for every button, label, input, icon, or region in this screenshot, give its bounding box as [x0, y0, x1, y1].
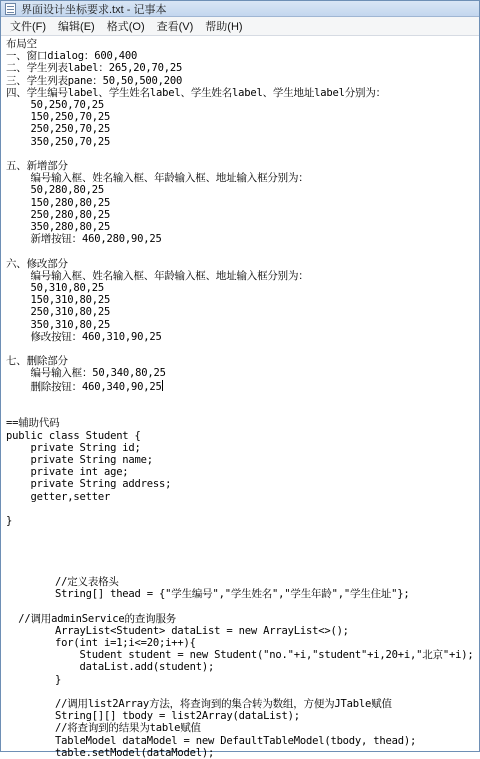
- text-caret: [162, 380, 163, 391]
- text-line: //调用adminService的查询服务: [6, 612, 177, 625]
- text-line: }: [6, 514, 13, 527]
- text-line: 七、删除部分: [6, 355, 68, 368]
- menu-bar: [1, 17, 479, 36]
- menu-help[interactable]: 帮助(H): [205, 21, 243, 33]
- text-line: 250,250,70,25: [6, 123, 111, 136]
- menu-file[interactable]: 文件(F): [10, 21, 47, 33]
- text-line: table.setModel(dataModel);: [6, 746, 215, 759]
- text-line: //调用list2Array方法，将查询到的集合转为数组，方便为JTable赋值: [6, 697, 392, 710]
- text-line: private String name;: [6, 453, 153, 466]
- text-line: 五、新增部分: [6, 160, 68, 173]
- text-line: private String id;: [6, 441, 141, 454]
- text-line: //将查询到的结果为table赋值: [6, 722, 201, 735]
- text-line: private String address;: [6, 478, 172, 491]
- text-line: ==辅助代码: [6, 417, 60, 430]
- text-line: Student student = new Student("no."+i,"student"+i,20+i,"北京"+i);: [6, 649, 474, 662]
- menu-format[interactable]: 格式(O): [106, 21, 145, 33]
- text-line: dataList.add(student);: [6, 661, 215, 674]
- text-line: 250,280,80,25: [6, 208, 111, 221]
- text-line: 三、学生列表pane：50,50,500,200: [6, 74, 183, 87]
- text-line: 删除按钮：460,340,90,25: [6, 380, 162, 393]
- text-line: 350,280,80,25: [6, 221, 111, 234]
- text-line: for(int i=1;i<=20;i++){: [6, 636, 196, 649]
- text-line: String[] thead = {"学生编号","学生姓名","学生年龄","学生住址"};: [6, 588, 410, 601]
- text-line: 编号输入框、姓名输入框、年龄输入框、地址输入框分别为：: [6, 172, 309, 185]
- title-bar[interactable]: [1, 1, 479, 17]
- menu-view[interactable]: 查看(V): [156, 21, 194, 33]
- text-line: 四、学生编号label、学生姓名label、学生姓名label、学生地址label分别为：: [6, 86, 386, 99]
- text-line: //定义表格头: [6, 575, 119, 588]
- text-line: }: [6, 673, 62, 686]
- text-line: 50,280,80,25: [6, 184, 104, 197]
- text-line: 150,280,80,25: [6, 196, 111, 209]
- text-line: String[][] tbody = list2Array(dataList);: [6, 710, 300, 723]
- menu-edit[interactable]: 编辑(E): [58, 21, 95, 33]
- text-line: 50,250,70,25: [6, 99, 104, 112]
- text-editor[interactable]: [1, 36, 479, 759]
- text-line: 350,310,80,25: [6, 318, 111, 331]
- text-line: 布局空: [6, 38, 37, 50]
- text-line: 二、学生列表label：265,20,70,25: [6, 62, 183, 75]
- text-line: 150,250,70,25: [6, 111, 111, 124]
- notepad-icon: [5, 3, 16, 15]
- text-line: 修改按钮：460,310,90,25: [6, 330, 162, 343]
- text-line: getter,setter: [6, 490, 111, 503]
- text-line: 250,310,80,25: [6, 306, 111, 319]
- document-text[interactable]: [1, 36, 479, 759]
- text-line: 50,310,80,25: [6, 282, 104, 295]
- text-line: 编号输入框：50,340,80,25: [6, 367, 166, 380]
- text-line: 六、修改部分: [6, 257, 68, 270]
- text-line: 新增按钮：460,280,90,25: [6, 233, 162, 246]
- text-line: 编号输入框、姓名输入框、年龄输入框、地址输入框分别为：: [6, 269, 309, 282]
- text-line: 一、窗口dialog：600,400: [6, 50, 138, 63]
- text-line: public class Student {: [6, 429, 141, 442]
- text-line: TableModel dataModel = new DefaultTableModel(tbody, thead);: [6, 734, 417, 747]
- text-line: ArrayList<Student> dataList = new ArrayList<>();: [6, 624, 349, 637]
- window-title: 界面设计坐标要求.txt - 记事本: [21, 3, 167, 16]
- text-line: private int age;: [6, 466, 129, 479]
- text-line: 150,310,80,25: [6, 294, 111, 307]
- text-line: 350,250,70,25: [6, 135, 111, 148]
